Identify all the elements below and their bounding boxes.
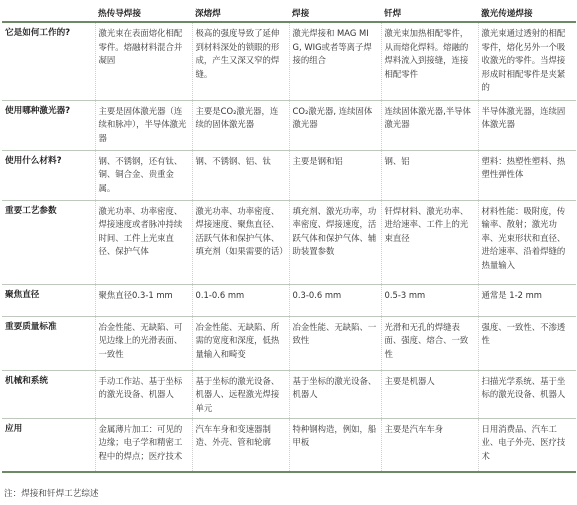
table-cell: 特种钢构造，例如，船甲板: [289, 418, 381, 472]
table-cell: 冶金性能、无缺陷、所需的宽度和深度，低热量输入和畸变: [192, 316, 289, 370]
table-cell: 钎焊材料、激光功率、进给速率、工件上的光束直径: [381, 200, 478, 284]
row-label: 使用哪种激光器?: [5, 105, 71, 116]
table-cell: 金属薄片加工：可见的边缘；电子学和精密工程中的焊点；医疗技术: [95, 418, 192, 472]
table-cell: 半导体激光器，连续固体激光器: [478, 100, 576, 150]
table-cell: 主要是机器人: [381, 370, 478, 418]
table-cell: 冶金性能、无缺陷、可见边缘上的光滑表面、一致性: [95, 316, 192, 370]
header-cell-conduction-welding: 热传导焊接: [95, 0, 192, 22]
table-cell: 通常是 1-2 mm: [478, 284, 576, 316]
header-row: [2, 0, 576, 22]
table-cell: 连续固体激光器,半导体激光器: [381, 100, 478, 150]
table-cell: 0.1-0.6 mm: [192, 284, 289, 316]
table-cell: 主要是钢和铝: [289, 150, 381, 200]
table-cell: 主要是固体激光器（连续和脉冲），半导体激光器: [95, 100, 192, 150]
table-cell: 激光束通过透射的相配零件，熔化另外一个吸收激光的零件。当焊接形成时相配零件是夹紧的: [478, 22, 576, 100]
row-label: 重要质量标准: [5, 321, 57, 332]
header-cell-brazing: 钎焊: [381, 0, 478, 22]
table-row: [2, 284, 576, 316]
table-row: [2, 316, 576, 370]
table-cell: 钢、不锈钢，还有钛、铜、铜合金、贵重金属。: [95, 150, 192, 200]
comparison-table: [2, 0, 576, 473]
table-cell: 聚焦直径0.3-1 mm: [95, 284, 192, 316]
table-header: [2, 0, 576, 22]
table-row: [2, 100, 576, 150]
table-cell: 冶金性能、无缺陷、一致性: [289, 316, 381, 370]
table-cell: 激光功率、功率密度、焊接速度或者脉冲持续时间、工件上光束直径、保护气体: [95, 200, 192, 284]
table-cell: 填充剂、激光功率，功率密度、焊接速度，活跃气体和保护气体、辅助装置参数: [289, 200, 381, 284]
table-cell: 强度、一致性、不渗透性: [478, 316, 576, 370]
table-cell: 材料性能：吸附度，传输率、散射；激光功率、光束形状和直径、进给速率、沿着焊缝的热量输入: [478, 200, 576, 284]
row-label: 聚焦直径: [5, 289, 40, 300]
table-cell: 钢、铝: [381, 150, 478, 200]
table-cell: 激光焊接和 MAG MIG, WIG或者等离子焊接的组合: [289, 22, 381, 100]
footnote: 注：焊接和钎焊工艺综述: [4, 489, 99, 499]
table-cell: CO₂激光器, 连续固体激光器: [289, 100, 381, 150]
row-label: 使用什么材料?: [5, 155, 62, 166]
table-row: [2, 370, 576, 418]
table-row: [2, 200, 576, 284]
header-cell-deep-penetration-welding: 深熔焊: [192, 0, 289, 22]
table-body: [2, 22, 576, 472]
table-cell: 0.5-3 mm: [381, 284, 478, 316]
row-label: 机械和系统: [5, 375, 48, 386]
table-cell: 手动工作站、基于坐标的激光设备、机器人: [95, 370, 192, 418]
row-label: 重要工艺参数: [5, 205, 57, 216]
table-row: [2, 418, 576, 472]
table-row: [2, 22, 576, 100]
table-cell: 日用消费品、汽车工业、电子外壳、医疗技术: [478, 418, 576, 472]
table-cell: 塑料：热塑性塑料、热塑性弹性体: [478, 150, 576, 200]
table-cell: 基于坐标的激光设备、机器人: [289, 370, 381, 418]
row-label: 应用: [5, 423, 23, 434]
table-cell: 激光功率、功率密度、焊接速度、聚焦直径、活跃气体和保护气体、填充剂（如果需要的话）: [192, 200, 289, 284]
table-row: [2, 150, 576, 200]
table-cell: 主要是CO₂激光器，连续的固体激光器: [192, 100, 289, 150]
table-cell: 钢、不锈钢、铝、钛: [192, 150, 289, 200]
table-cell: 基于坐标的激光设备、机器人、远程激光焊接单元: [192, 370, 289, 418]
row-label: 它是如何工作的?: [5, 28, 71, 39]
table-cell: 扫描光学系统、基于坐标的激光设备、机器人: [478, 370, 576, 418]
table-cell: 汽车车身和变速器制造、外壳、管和轮廓: [192, 418, 289, 472]
header-cell-corner: [2, 0, 95, 22]
table-cell: 主要是汽车车身: [381, 418, 478, 472]
header-cell-transmission-welding: 激光传递焊接: [478, 0, 576, 22]
header-cell-hybrid-welding: 焊接: [289, 0, 381, 22]
table-cell: 0.3-0.6 mm: [289, 284, 381, 316]
table-cell: 光滑和无孔的焊缝表面、强度、熔合、一致性: [381, 316, 478, 370]
table-cell: 激光束在表面熔化相配零件。熔融材料混合并凝固: [95, 22, 192, 100]
table-cell: 极高的强度导致了延伸到材料深处的锁眼的形成，产生又深又窄的焊缝。: [192, 22, 289, 100]
table-cell: 激光束加热相配零件，从而熔化焊料。熔融的焊料流入到接缝，连接相配零件: [381, 22, 478, 100]
